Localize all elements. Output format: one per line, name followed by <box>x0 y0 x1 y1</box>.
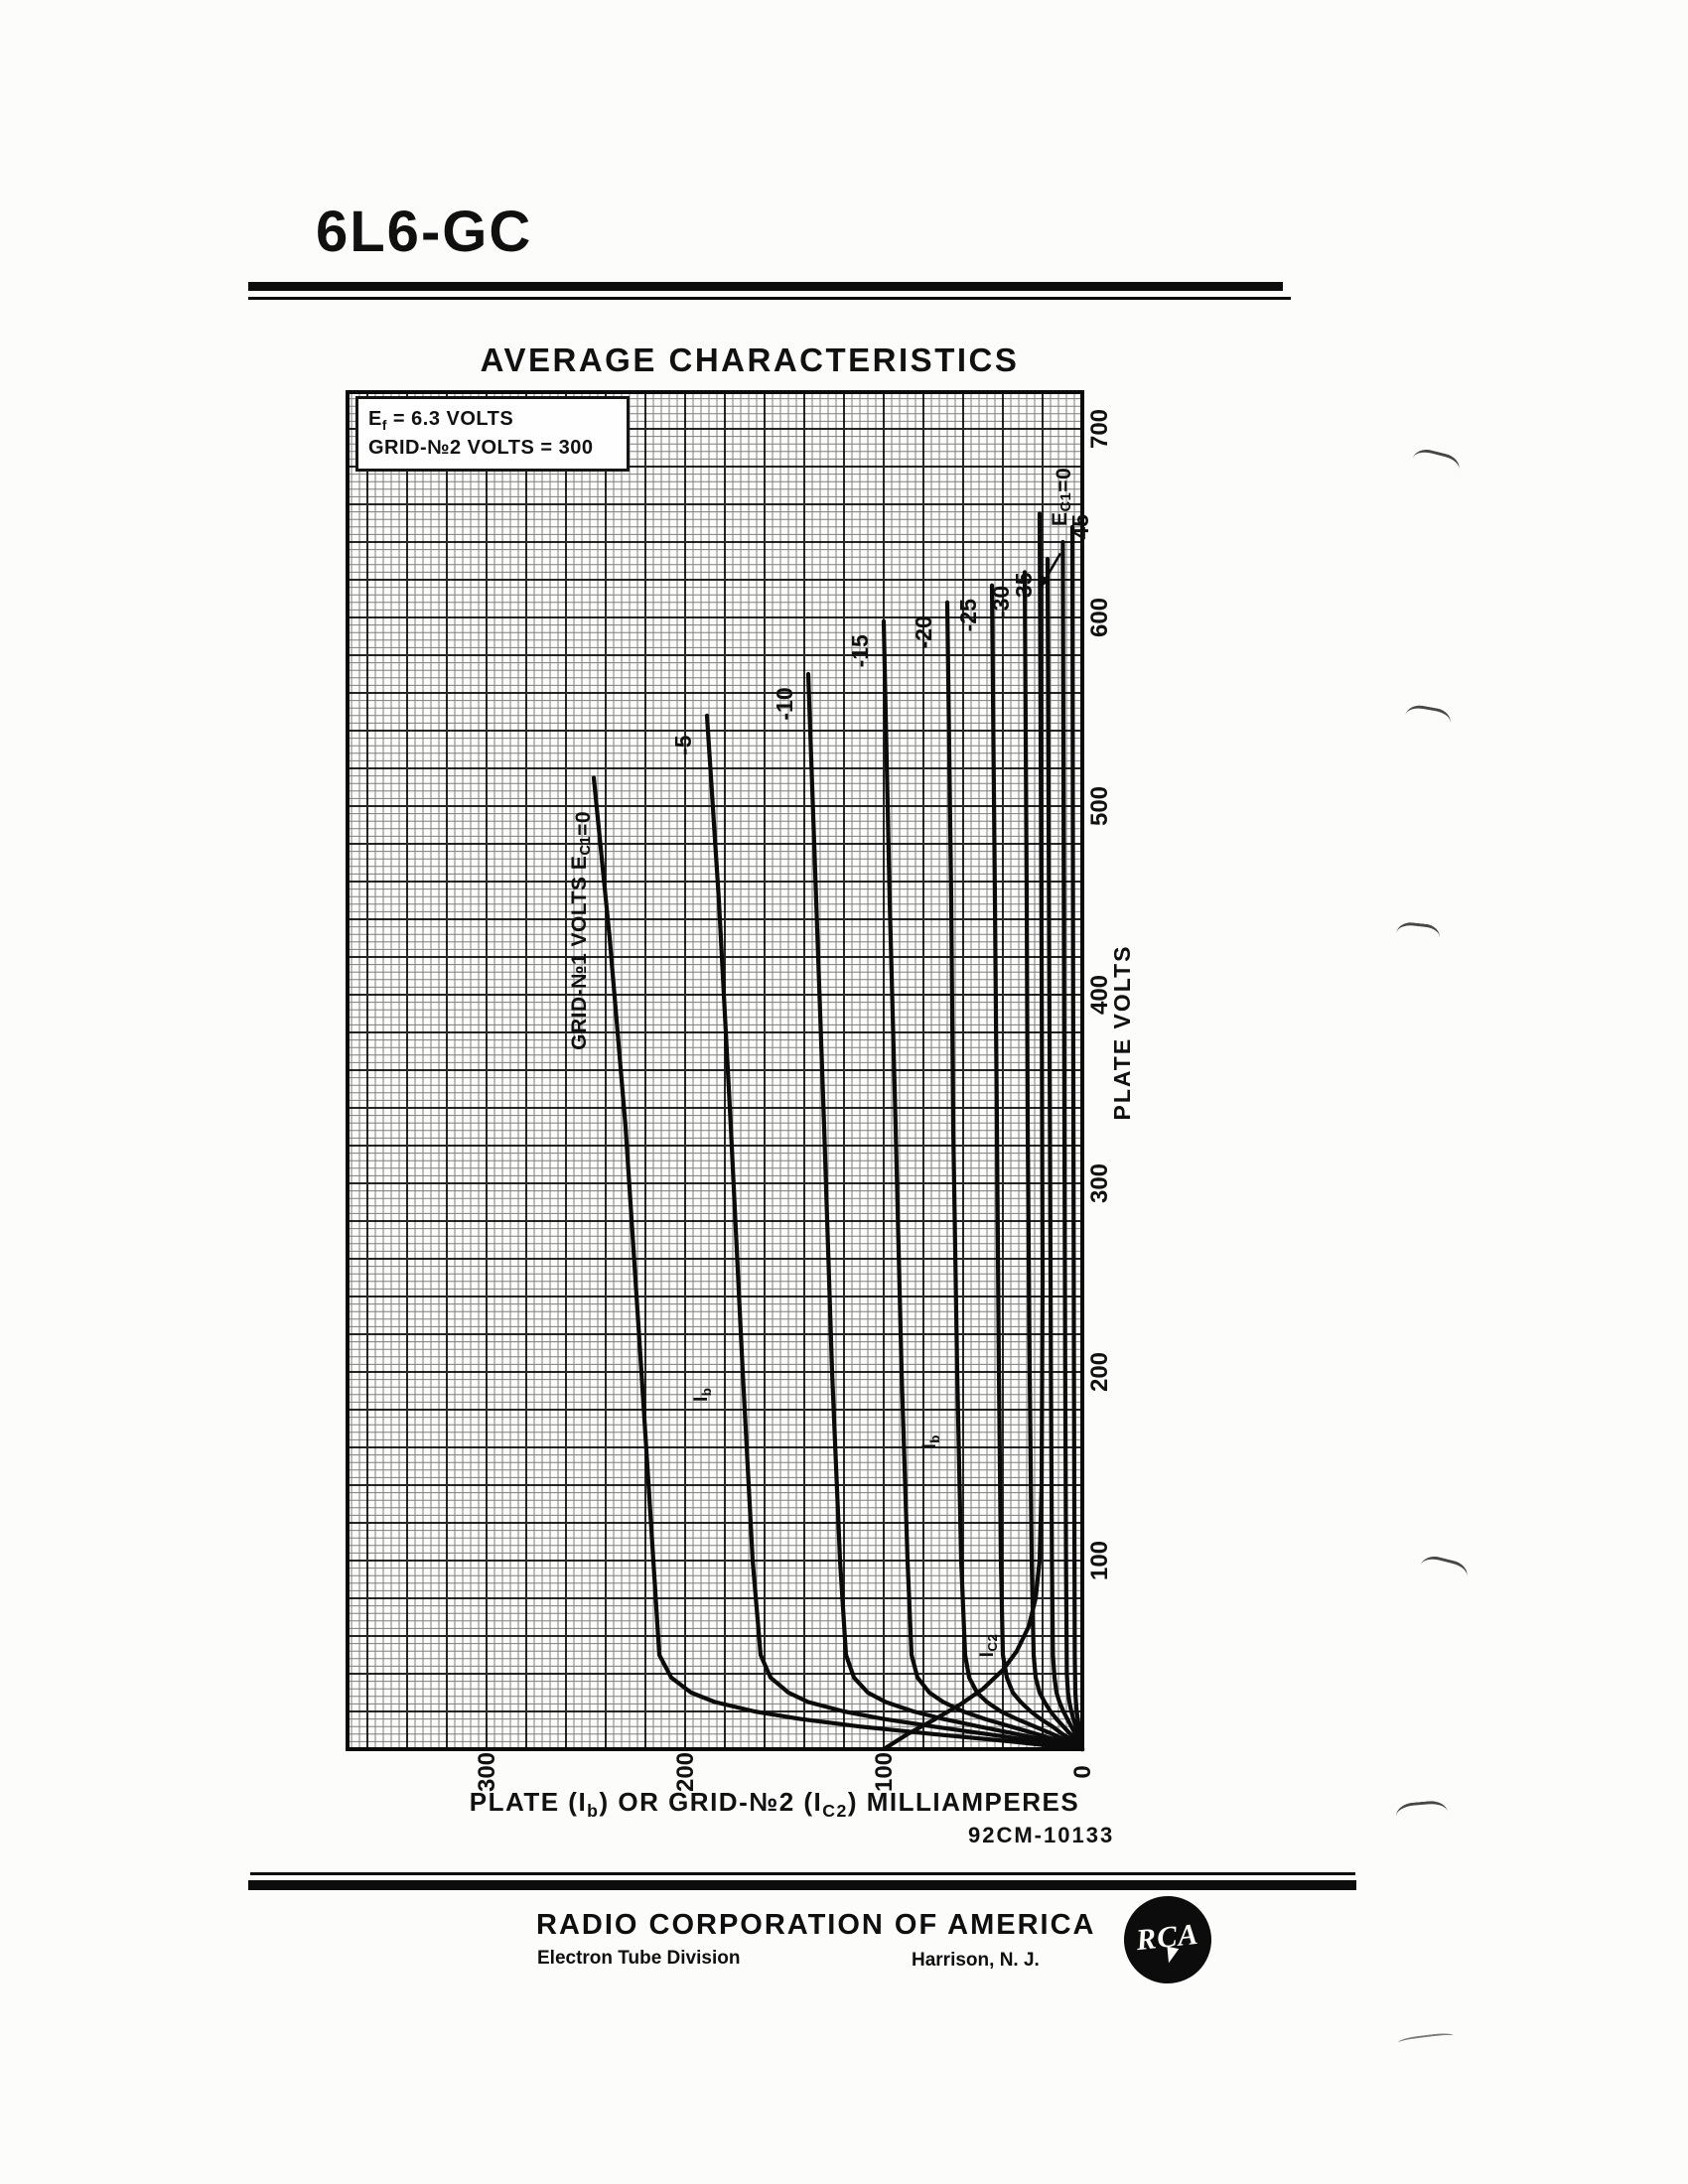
title-rule-thick <box>248 282 1283 291</box>
x-tick-300: 300 <box>474 1751 500 1793</box>
tube-type-title: 6L6-GC <box>316 200 533 264</box>
curve-label--35: -35 <box>1011 572 1037 606</box>
y-tick-300: 300 <box>1086 1162 1113 1204</box>
lightning-bolt-icon <box>1164 1947 1179 1965</box>
curve-label--30: -30 <box>988 585 1014 619</box>
footer-company: RADIO CORPORATION OF AMERICA <box>536 1909 1096 1941</box>
binder-mark <box>1410 447 1463 482</box>
y-tick-600: 600 <box>1086 597 1113 638</box>
title-rule-thin <box>248 297 1291 300</box>
footer-division: Electron Tube Division <box>537 1948 741 1969</box>
conditions-box <box>355 396 630 472</box>
curve-Ib-ec1-0 <box>594 778 1082 1750</box>
curve-label--10: -10 <box>772 687 797 721</box>
condition-screen: GRID-№2 VOLTS = 300 <box>368 436 594 459</box>
y-tick-700: 700 <box>1086 408 1113 450</box>
y-tick-200: 200 <box>1086 1351 1113 1393</box>
annotation-ic2-label: $I_{C2}$ <box>977 1633 1000 1658</box>
x-tick-100: 100 <box>871 1751 898 1793</box>
binder-mark <box>1403 703 1453 736</box>
annotation-family-label: GRID-№1 VOLTS EC1=0 <box>568 810 595 1050</box>
condition-filament: $E_f = 6.3$ VOLTS <box>368 408 514 433</box>
characteristics-chart <box>338 382 1231 1822</box>
binder-mark <box>1395 1800 1449 1829</box>
curve-label--15: -15 <box>847 634 873 668</box>
y-tick-500: 500 <box>1086 785 1113 827</box>
binder-mark <box>1395 921 1441 950</box>
y-axis-title: PLATE VOLTS <box>1109 944 1135 1121</box>
y-tick-100: 100 <box>1086 1540 1113 1581</box>
figure-number: 92CM-10133 <box>968 1823 1115 1847</box>
footer-location: Harrison, N. J. <box>912 1950 1040 1971</box>
x-tick-200: 200 <box>672 1751 699 1793</box>
annotation-ib-label-2: $I_b$ <box>919 1434 942 1449</box>
binder-mark <box>1398 2032 1455 2049</box>
binder-mark <box>1418 1554 1471 1589</box>
rca-monogram-text: RCA <box>1134 1917 1200 1958</box>
annotation-ib-label-1: $I_b$ <box>691 1387 714 1403</box>
x-tick-0: 0 <box>1069 1765 1096 1779</box>
footer-rule-thin <box>250 1872 1355 1875</box>
footer-rule-thick <box>248 1880 1356 1890</box>
annotation-ic2-curve-label: EC1=0 <box>1049 467 1075 527</box>
curve-label--20: -20 <box>911 615 936 649</box>
curve-label--5: -5 <box>670 735 696 756</box>
curve-label--25: -25 <box>955 599 981 632</box>
rca-logo <box>1120 1892 1216 1988</box>
curve-label--45: -45 <box>1067 513 1093 548</box>
y-tick-400: 400 <box>1086 974 1113 1016</box>
chart-heading: AVERAGE CHARACTERISTICS <box>480 341 1020 378</box>
x-axis-caption: PLATE $(I_b)$ OR GRID-№2 $(I_{C2})$ MILLIAMPERES <box>469 1787 1080 1822</box>
